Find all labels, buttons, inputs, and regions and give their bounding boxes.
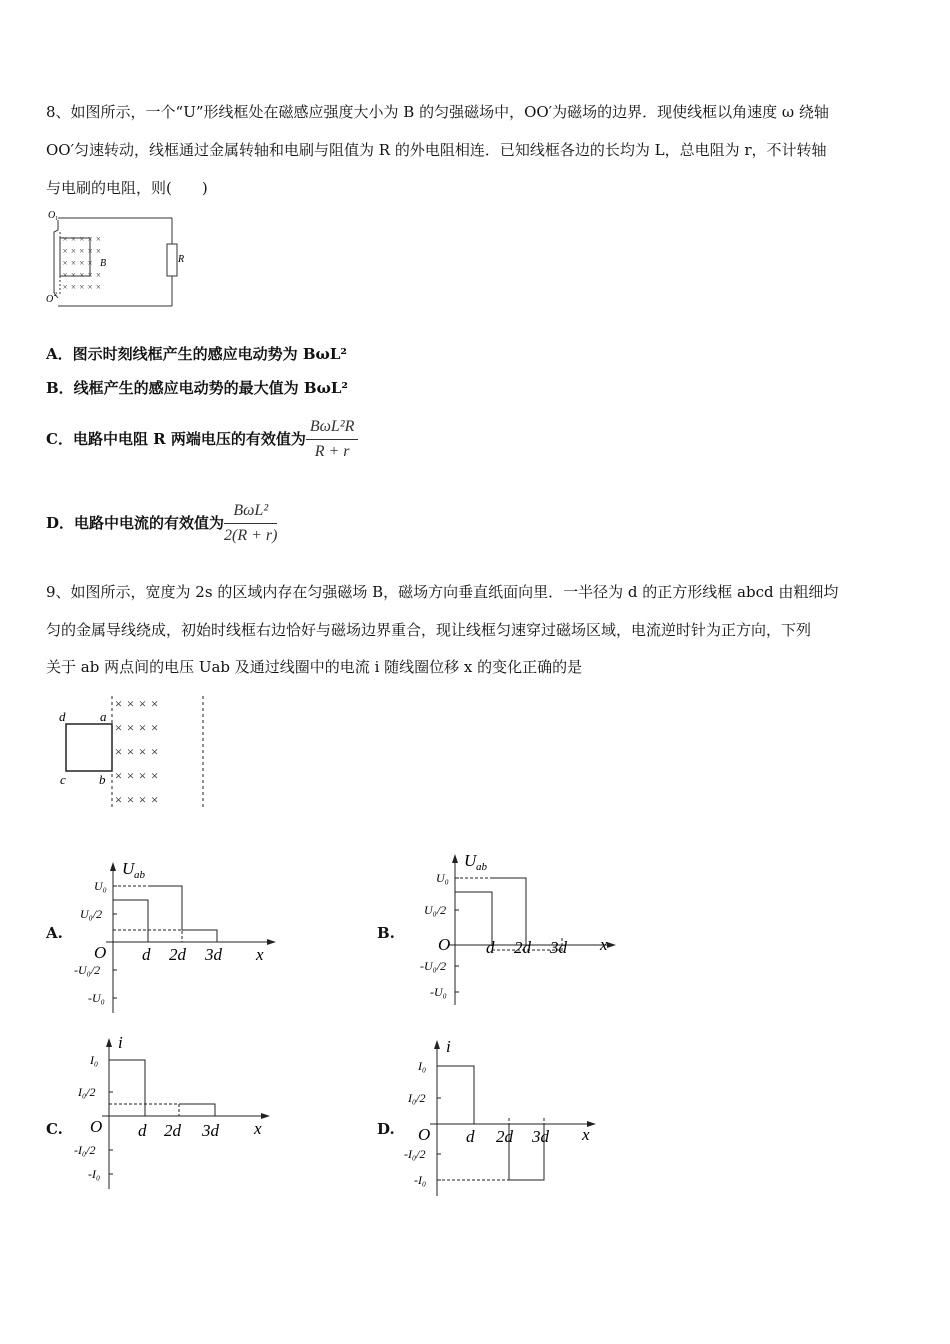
o1-label: O [48, 210, 56, 221]
graph-label: I₀/2 [408, 1091, 426, 1105]
graph-label: O [94, 943, 107, 962]
q9-line-1: 9、如图所示，宽度为 2s 的区域内存在匀强磁场 B，磁场方向垂直纸面向里．一半径为 d 的正方形线框 abcd 由粗细均 [46, 583, 839, 601]
graph-label: U₀ [94, 879, 107, 893]
graph-d [404, 1036, 634, 1196]
graph-label: U [122, 859, 135, 878]
graph-label: x [254, 1119, 262, 1138]
graph-label: U₀ [436, 871, 449, 885]
resistor-label: R [178, 254, 185, 265]
q8-line-3: 与电刷的电阻，则( ) [46, 179, 208, 197]
q8-line-2: OO′匀速转动，线框通过金属转轴和电刷与阻值为 R 的外电阻相连．已知线框各边的长均为 L，总电阻为 r，不计转轴 [46, 141, 827, 159]
graph-label: O [418, 1125, 431, 1144]
q8-option-d-fraction [224, 501, 277, 546]
q9-line-2: 匀的金属导线绕成，初始时线框右边恰好与磁场边界重合，现让线框匀速穿过磁场区域，电流逆时针为正方向，下列 [46, 621, 812, 639]
svg-text:× × × ×: × × × × [114, 768, 159, 783]
graph-label: d [138, 1121, 147, 1140]
graph-label: x [582, 1125, 590, 1144]
graph-label: 2d [514, 938, 531, 957]
q9-option-d[interactable]: D. [377, 1120, 395, 1138]
graph-label: -I₀/2 [404, 1147, 426, 1161]
o2-sub: 2 [54, 292, 57, 298]
svg-text:× × × ×: × × × × [62, 258, 94, 268]
graph-label: 2d [164, 1121, 181, 1140]
graph-label: -U₀/2 [74, 963, 101, 977]
o1-sub: 1 [55, 216, 58, 222]
graph-label: x [600, 935, 608, 954]
graph-label: -I₀ [414, 1173, 427, 1187]
b-field-label: B [100, 258, 107, 269]
svg-text:× × × × ×: × × × × × [62, 234, 102, 244]
graph-label: U [464, 851, 477, 870]
corner-a: a [100, 709, 107, 724]
graph-label: 3d [205, 945, 222, 964]
q9-figure [56, 694, 216, 810]
graph-label: ab [134, 869, 145, 881]
q8-option-c-prefix: C．电路中电阻 R 两端电压的有效值为 [46, 430, 306, 448]
graph-label: -U₀/2 [420, 959, 447, 973]
graph-label: U₀/2 [424, 903, 447, 917]
graph-label: -I₀ [88, 1167, 101, 1181]
graph-label: i [446, 1037, 451, 1056]
graph-label: 2d [169, 945, 186, 964]
corner-d: d [59, 709, 66, 724]
q9-option-c[interactable]: C. [46, 1120, 63, 1138]
q8-option-d[interactable] [46, 498, 277, 548]
q9-option-b[interactable]: B. [377, 924, 395, 942]
q8-figure [46, 208, 196, 312]
graph-label: I₀/2 [78, 1085, 96, 1099]
graph-label: d [466, 1127, 475, 1146]
graph-label: O [90, 1117, 103, 1136]
svg-text:× × × ×: × × × × [114, 720, 159, 735]
graph-label: d [142, 945, 151, 964]
svg-text:× × × ×: × × × × [114, 792, 159, 807]
q8-option-a[interactable]: A．图示时刻线框产生的感应电动势为 BωL² [46, 345, 347, 363]
graph-label: I₀ [90, 1053, 99, 1067]
graph-label: U₀/2 [80, 907, 103, 921]
graph-label: x [256, 945, 264, 964]
svg-text:× × × × ×: × × × × × [62, 270, 102, 280]
graph-label: -U₀ [430, 985, 447, 999]
graph-label: 3d [550, 938, 567, 957]
q8-option-d-num: BωL² [224, 501, 277, 524]
graph-label: -U₀ [88, 991, 105, 1005]
q8-option-c-den: R + r [314, 442, 350, 460]
corner-c: c [60, 772, 66, 787]
q8-option-d-den: 2(R + r) [224, 526, 278, 544]
svg-text:× × × × ×: × × × × × [62, 246, 102, 256]
svg-text:× × × ×: × × × × [114, 696, 159, 711]
graph-label: I₀ [418, 1059, 427, 1073]
graph-label: -I₀/2 [74, 1143, 96, 1157]
q8-option-c-num: BωL²R [306, 417, 359, 440]
svg-text:× × × ×: × × × × [114, 744, 159, 759]
q8-option-d-prefix: D．电路中电流的有效值为 [46, 514, 225, 532]
q8-option-b[interactable]: B．线框产生的感应电动势的最大值为 BωL² [46, 379, 348, 397]
graph-label: d [486, 938, 495, 957]
q9-line-3: 关于 ab 两点间的电压 Uab 及通过线圈中的电流 i 随线圈位移 x 的变化正确的是 [46, 658, 583, 676]
graph-b [410, 850, 640, 1010]
graph-label: 3d [532, 1127, 549, 1146]
graph-label: 2d [496, 1127, 513, 1146]
q8-option-c-fraction [306, 417, 359, 462]
q8-line-1: 8、如图所示，一个“U”形线框处在磁感应强度大小为 B 的匀强磁场中，OO′为磁场的边界．现使线框以角速度 ω 绕轴 [46, 103, 829, 121]
graph-label: O [438, 935, 451, 954]
q9-option-a[interactable]: A. [46, 924, 63, 942]
graph-a [60, 858, 290, 1018]
q8-option-c[interactable] [46, 415, 358, 463]
graph-label: ab [476, 861, 487, 873]
corner-b: b [99, 772, 106, 787]
graph-label: i [118, 1033, 123, 1052]
graph-c [60, 1034, 290, 1194]
o2-label: O [46, 294, 54, 305]
svg-text:× × × × ×: × × × × × [62, 282, 102, 292]
graph-label: 3d [202, 1121, 219, 1140]
